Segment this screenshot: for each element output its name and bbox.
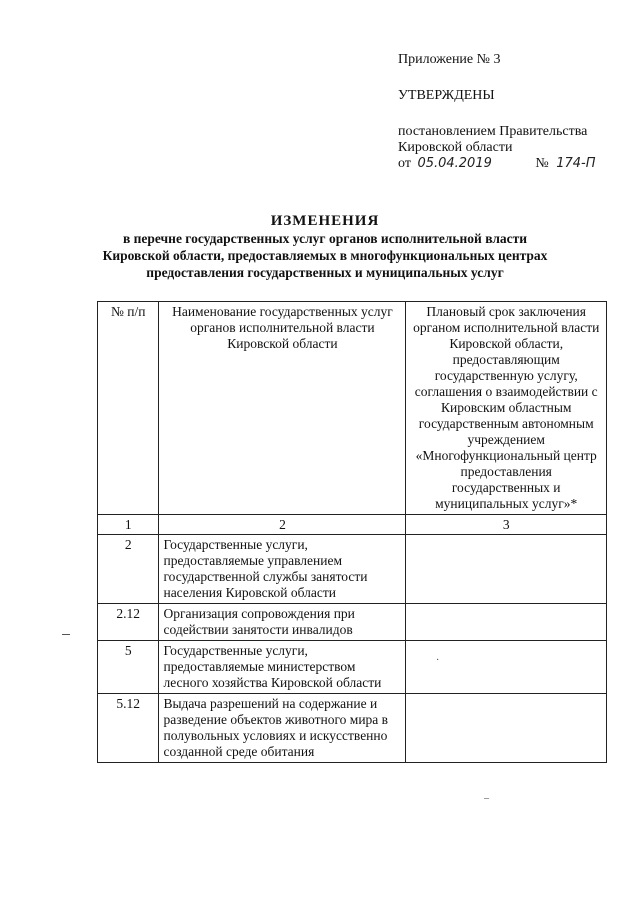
approved-label: УТВЕРЖДЕНЫ <box>398 88 495 103</box>
table-row <box>98 694 607 763</box>
margin-dash-mark <box>62 634 70 635</box>
changes-table <box>97 301 607 763</box>
document-subtitle-3: предоставления государственных и муниципальных услуг <box>146 265 504 280</box>
row-num: 2.12 <box>98 604 159 641</box>
row-term <box>406 641 607 694</box>
document-heading <box>100 212 550 281</box>
header-row <box>98 302 607 515</box>
resolution-line-1: постановлением Правительства <box>398 124 588 139</box>
scan-dot-mark: · <box>436 655 440 666</box>
header-num: № п/п <box>98 302 159 515</box>
row-term <box>406 535 607 604</box>
index-cell-2: 2 <box>159 515 406 535</box>
table-row <box>98 641 607 694</box>
table-row <box>98 535 607 604</box>
row-num: 5 <box>98 641 159 694</box>
document-title: ИЗМЕНЕНИЯ <box>270 213 380 229</box>
approval-block <box>398 52 628 172</box>
row-term <box>406 604 607 641</box>
document-subtitle-1: в перечне государственных услуг органов исполнительной власти <box>122 231 528 246</box>
row-name: Выдача разрешений на содержание и разведение объектов животного мира в полувольных условиях и искусственно созданной среде обитания <box>159 694 406 763</box>
appendix-label: Приложение № 3 <box>398 52 501 67</box>
index-cell-1: 1 <box>98 515 159 535</box>
index-cell-3: 3 <box>406 515 607 535</box>
scan-dash-mark: – <box>484 793 489 804</box>
resolution-line-2: Кировской области <box>398 140 513 155</box>
row-term <box>406 694 607 763</box>
table-row <box>98 604 607 641</box>
date-number-row <box>398 156 628 172</box>
number-value: 174-П <box>556 156 596 171</box>
date-prefix: от <box>398 156 411 171</box>
row-num: 5.12 <box>98 694 159 763</box>
date-value: 05.04.2019 <box>417 156 492 171</box>
row-num: 2 <box>98 535 159 604</box>
row-name: Государственные услуги, предоставляемые управлением государственной службы занятости населения Кировской области <box>159 535 406 604</box>
row-name: Государственные услуги, предоставляемые министерством лесного хозяйства Кировской области <box>159 641 406 694</box>
row-name: Организация сопровождения при содействии занятости инвалидов <box>159 604 406 641</box>
header-term: Плановый срок заключения органом исполнительной власти Кировской области, предоставляющим государственную услугу, соглашения о взаимодействии с Кировским областным государственным автономным учреждением «Многофункциональный центр предоставления государственных и муниципальных услуг»* <box>406 302 607 515</box>
document-subtitle-2: Кировской области, предоставляемых в многофункциональных центрах <box>102 248 548 263</box>
number-prefix: № <box>535 156 549 171</box>
index-row <box>98 515 607 535</box>
header-name: Наименование государственных услуг органов исполнительной власти Кировской области <box>159 302 406 515</box>
